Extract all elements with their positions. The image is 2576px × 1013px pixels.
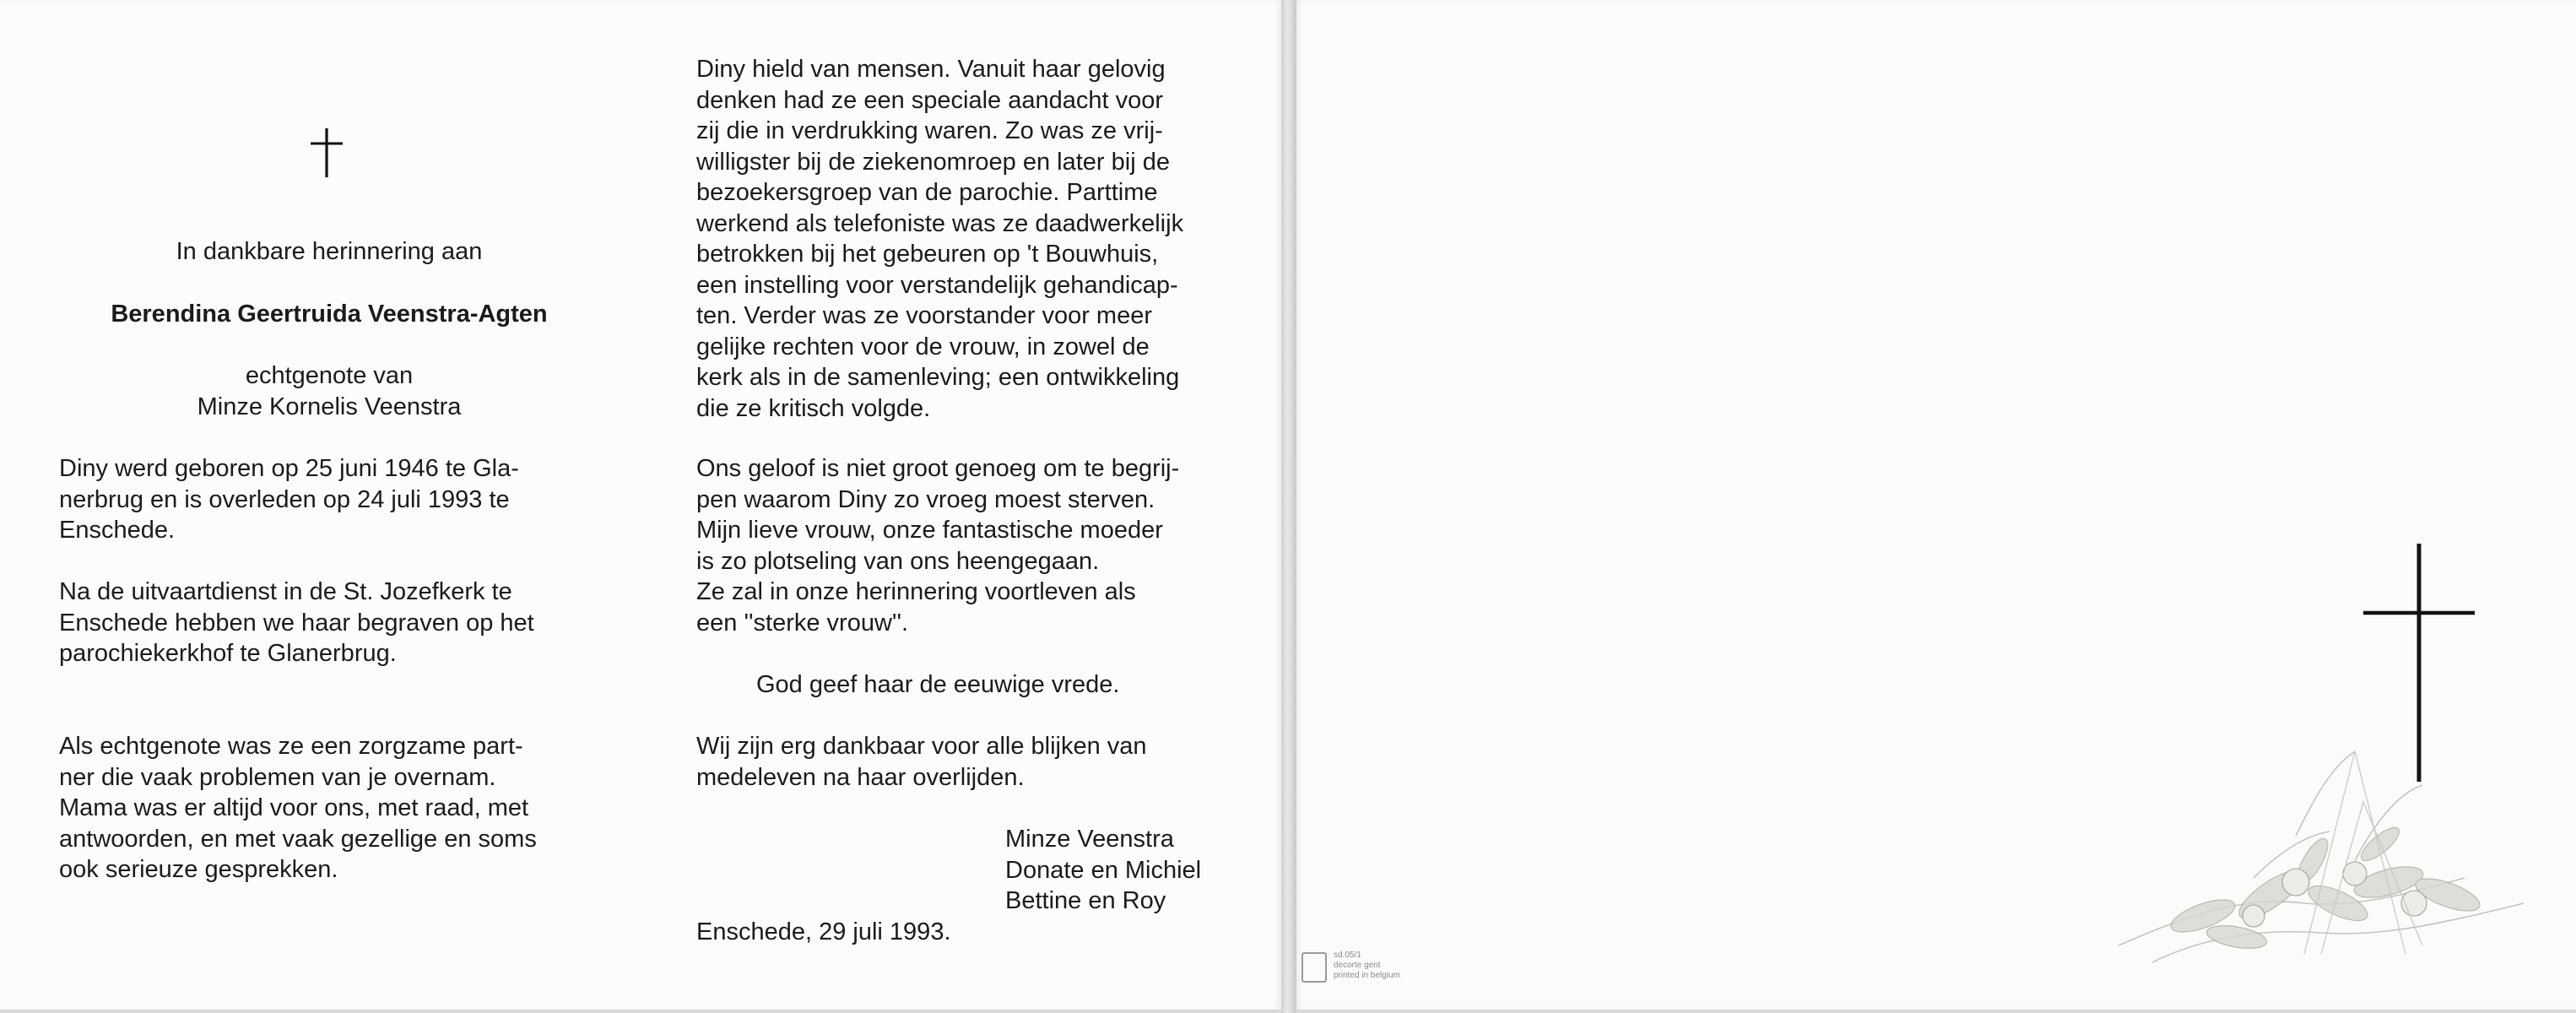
text-line: medeleven na haar overlijden.	[696, 763, 1025, 791]
text-line: Na de uitvaartdienst in de St. Jozefkerk te	[59, 578, 512, 605]
text-line: Ons geloof is niet groot genoeg om te begrij-	[696, 455, 1180, 482]
prayer-line: God geef haar de eeuwige vrede.	[756, 671, 1120, 698]
text-line: Mama was er altijd voor ons, met raad, met	[59, 794, 529, 821]
text-line: ook serieuze gesprekken.	[59, 856, 338, 883]
faith-paragraph	[696, 453, 1233, 638]
text-line: pen waarom Diny zo vroeg moest sterven.	[696, 485, 1155, 513]
text-line: antwoorden, en met vaak gezellige en soms	[59, 825, 537, 853]
printer-logo-icon	[1302, 952, 1327, 983]
thanks-paragraph	[696, 731, 1233, 793]
place-date: Enschede, 29 juli 1993.	[696, 918, 951, 945]
text-line: ten. Verder was ze voorstander voor meer	[696, 302, 1152, 329]
text-line: denken had ze een speciale aandacht voor	[696, 86, 1164, 114]
text-line: nerbrug en is overleden op 24 juli 1993 te	[59, 485, 510, 513]
signature-line: Bettine en Roy	[1005, 887, 1166, 914]
text-line: werkend als telefoniste was ze daadwerkelijk	[696, 209, 1184, 237]
text-line: willigster bij de ziekenomroep en later bij de	[696, 148, 1170, 176]
spouse-relation: echtgenote van	[245, 362, 414, 389]
birth-death-paragraph	[59, 453, 596, 546]
intro-text: In dankbare herinnering aan	[176, 238, 483, 265]
text-line: die ze kritisch volgde.	[696, 394, 931, 422]
printer-mark-line: sd.05/1	[1334, 951, 1361, 960]
spouse-name: Minze Kornelis Veenstra	[197, 393, 462, 420]
text-line: Mijn lieve vrouw, onze fantastische moeder	[696, 517, 1163, 544]
text-line: gelijke rechten voor de vrouw, in zowel de	[696, 333, 1150, 360]
people-paragraph	[696, 54, 1233, 424]
text-line: ner die vaak problemen van je overnam.	[59, 763, 496, 791]
printer-mark-line: decorte gent	[1334, 961, 1381, 970]
cross-icon	[307, 127, 346, 179]
text-line: Enschede hebben we haar begraven op het	[59, 609, 534, 637]
text-line: bezoekersgroep van de parochie. Parttime	[696, 179, 1158, 206]
signatures	[1005, 824, 1275, 917]
character-paragraph	[59, 731, 596, 886]
text-line: parochiekerkhof te Glanerbrug.	[59, 640, 397, 667]
text-line: Enschede.	[59, 517, 176, 544]
text-line: een instelling voor verstandelijk gehandicap-	[696, 271, 1178, 299]
cross-icon	[2362, 540, 2476, 785]
text-line: betrokken bij het gebeuren op 't Bouwhuis,	[696, 241, 1159, 268]
funeral-paragraph	[59, 577, 596, 669]
left-sheet	[0, 0, 1281, 1010]
text-line: Diny hield van mensen. Vanuit haar gelovig	[696, 56, 1166, 83]
text-line: Wij zijn erg dankbaar voor alle blijken van	[696, 733, 1147, 760]
text-line: zij die in verdrukking waren. Zo was ze vrij-	[696, 117, 1163, 144]
printer-mark-line: printed in belgium	[1334, 971, 1400, 980]
text-line: Ze zal in onze herinnering voortleven als	[696, 578, 1136, 605]
printer-mark-text	[1334, 951, 1400, 981]
text-line: Als echtgenote was ze een zorgzame part-	[59, 733, 523, 760]
printer-mark	[1300, 951, 1443, 988]
deceased-name: Berendina Geertruida Veenstra-Agten	[111, 301, 548, 328]
text-line: een ''sterke vrouw''.	[696, 609, 909, 637]
text-line: Diny werd geboren op 25 juni 1946 te Gla-	[59, 455, 519, 482]
card-fold	[1281, 0, 1296, 1013]
signature-line: Minze Veenstra	[1005, 826, 1174, 853]
text-line: kerk als in de samenleving; een ontwikkeling	[696, 364, 1180, 391]
text-line: is zo plotseling van ons heengegaan.	[696, 547, 1100, 575]
signature-line: Donate en Michiel	[1005, 856, 1202, 884]
